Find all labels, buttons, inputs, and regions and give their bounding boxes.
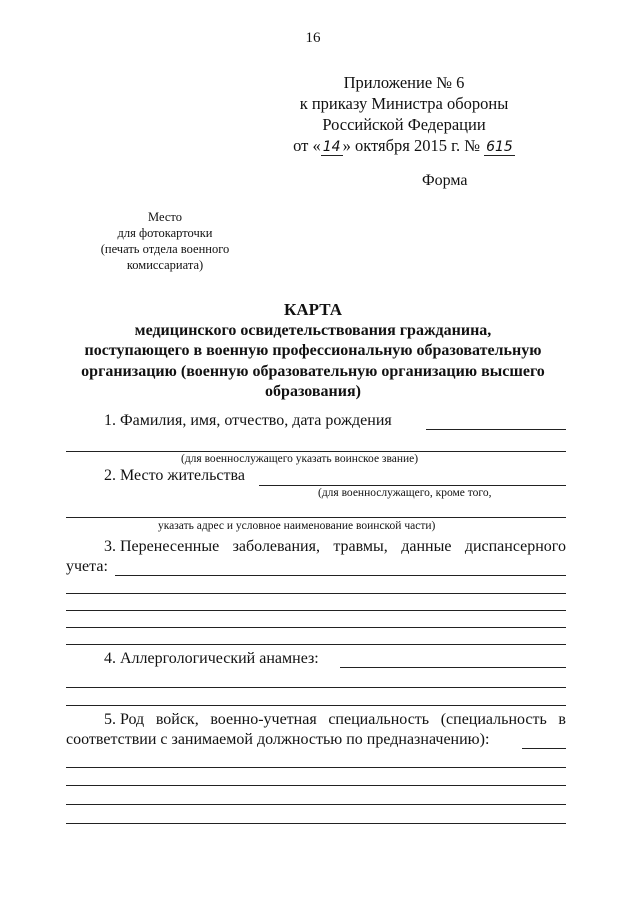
document-title xyxy=(40,300,586,403)
field-3-word: 3. Перенесенные xyxy=(104,538,220,555)
field-5-line-4[interactable] xyxy=(66,804,566,805)
field-1-blank[interactable] xyxy=(426,429,566,430)
field-2-label: 2. Место жительства xyxy=(104,467,245,484)
field-1-note: (для военнослужащего указать воинское звание) xyxy=(181,453,419,465)
form-label: Форма xyxy=(422,172,468,189)
field-5-line-5[interactable] xyxy=(66,823,566,824)
field-4-line-2[interactable] xyxy=(66,687,566,688)
field-2-blank[interactable] xyxy=(259,485,566,486)
field-3-word: данные xyxy=(401,538,452,555)
field-5-blank[interactable] xyxy=(522,748,566,749)
field-3-line-2[interactable] xyxy=(66,593,566,594)
title-main: КАРТА xyxy=(284,300,342,319)
field-2-line-2[interactable] xyxy=(66,517,566,518)
title-line-2: поступающего в военную профессиональную образовательную xyxy=(84,342,542,359)
field-5-word: войск, xyxy=(155,711,199,728)
photo-placeholder xyxy=(60,209,270,273)
field-1-line-2[interactable] xyxy=(66,451,566,452)
appendix-order: к приказу Министра обороны xyxy=(299,94,509,113)
field-2-note-1: (для военнослужащего, кроме того, xyxy=(318,487,492,499)
field-5-word: военно-учетная xyxy=(210,711,317,728)
photo-line-1: Место xyxy=(148,210,182,224)
date-day-handwritten: 14 xyxy=(322,139,341,155)
field-5-line-3[interactable] xyxy=(66,785,566,786)
appendix-date-line xyxy=(254,135,554,158)
appendix-federation: Российской Федерации xyxy=(322,115,486,134)
field-1-label: 1. Фамилия, имя, отчество, дата рождения xyxy=(104,412,392,429)
title-line-1: медицинского освидетельствования гражданина, xyxy=(134,321,492,339)
title-line-3: организацию (военную образовательную организацию высшего xyxy=(81,362,545,380)
appendix-header xyxy=(254,72,554,158)
field-3-word: заболевания, xyxy=(232,538,320,555)
field-4-label: 4. Аллергологический анамнез: xyxy=(104,650,319,667)
appendix-title: Приложение № 6 xyxy=(343,73,465,92)
photo-line-4: комиссариата) xyxy=(126,258,204,272)
date-prefix: от « xyxy=(293,136,321,155)
field-5-line-2[interactable] xyxy=(66,767,566,768)
date-middle: » октября 2015 г. № xyxy=(342,136,480,155)
field-3-blank[interactable] xyxy=(115,575,566,576)
field-5-word: специальность xyxy=(328,711,430,728)
order-number-handwritten: 615 xyxy=(486,139,513,155)
field-3-line-5[interactable] xyxy=(66,644,566,645)
field-4-line-3[interactable] xyxy=(66,705,566,706)
field-3-word: диспансерного xyxy=(464,538,566,555)
field-3-word: травмы, xyxy=(333,538,388,555)
photo-line-2: для фотокарточки xyxy=(117,226,213,240)
field-2-note-2: указать адрес и условное наименование воинской части) xyxy=(158,520,436,532)
field-5-label-line-2: соответствии с занимаемой должностью по предназначению): xyxy=(66,731,490,748)
title-line-4: образования) xyxy=(265,383,361,400)
field-3-line-3[interactable] xyxy=(66,610,566,611)
photo-line-3: (печать отдела военного xyxy=(100,242,230,256)
field-5-label-line-1 xyxy=(104,711,566,729)
field-4-blank[interactable] xyxy=(340,667,566,668)
field-5-word: (специальность xyxy=(440,711,547,728)
field-3-line-4[interactable] xyxy=(66,627,566,628)
page-number: 16 xyxy=(305,30,321,46)
field-3-label-line-1 xyxy=(104,538,566,556)
field-3-label-line-2: учета: xyxy=(66,558,108,575)
field-5-word: в xyxy=(558,711,566,728)
field-5-word: 5. Род xyxy=(104,711,145,728)
